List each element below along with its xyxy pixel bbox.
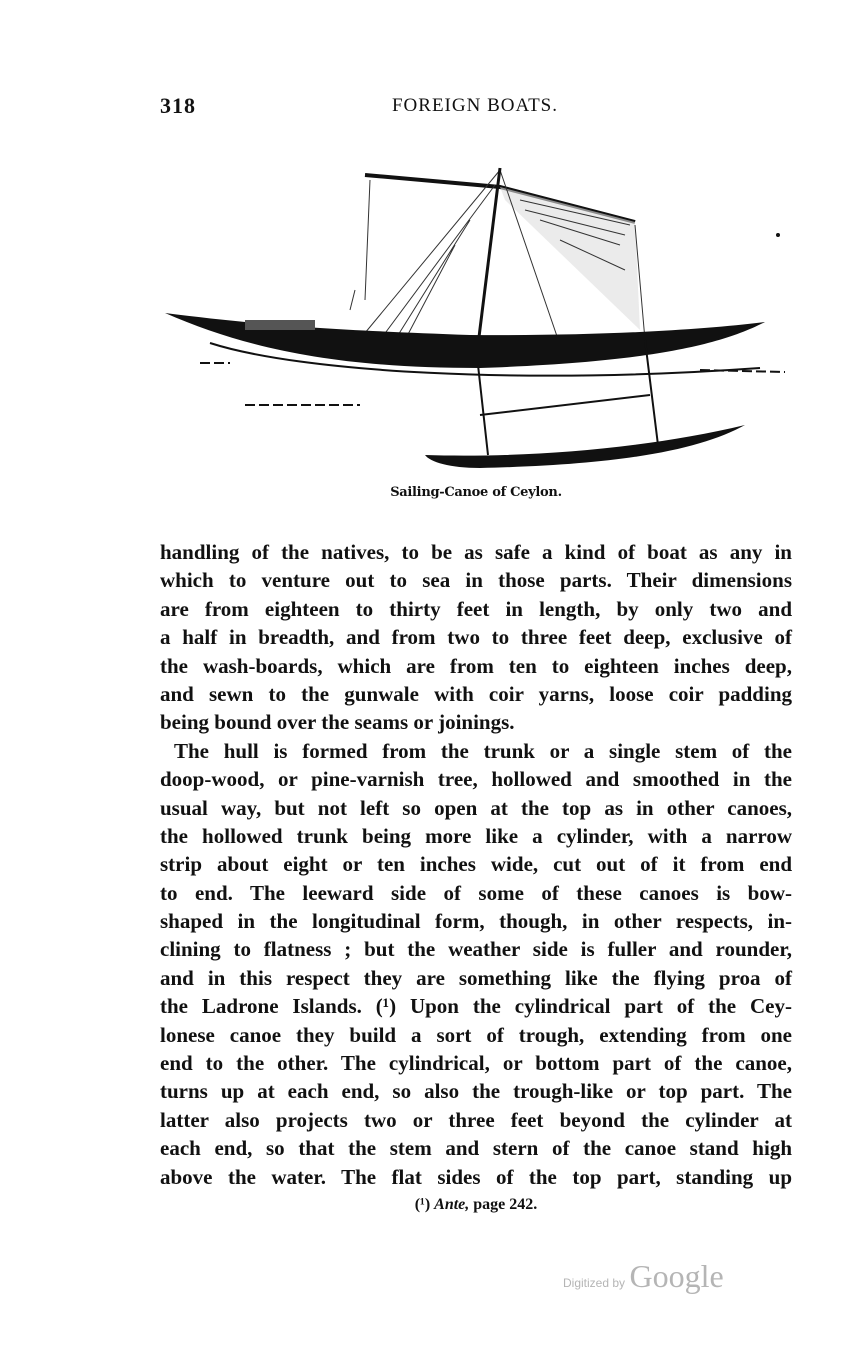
text-line: latter also projects two or three feet beyond the cylinder at xyxy=(160,1107,792,1132)
text-line: shaped in the longitudinal form, though, in other respects, in- xyxy=(160,909,792,934)
page-number: 318 xyxy=(160,93,196,118)
watermark-prefix: Digitized by xyxy=(563,1276,626,1290)
footnote xyxy=(160,1196,792,1214)
sailing-canoe-illustration xyxy=(160,160,800,480)
text-line: clining to flatness ; but the weather side is fuller and rounder, xyxy=(160,937,792,962)
text-line: and in this respect they are something like the flying proa of xyxy=(160,965,792,990)
text-line: strip about eight or ten inches wide, cut out of it from end xyxy=(160,852,792,877)
text-line: The hull is formed from the trunk or a single stem of the xyxy=(174,738,792,763)
text-line: end to the other. The cylindrical, or bottom part of the canoe, xyxy=(160,1051,792,1076)
text-line: and sewn to the gunwale with coir yarns, loose coir padding xyxy=(160,681,792,706)
text-line: above the water. The flat sides of the top part, standing up xyxy=(160,1164,792,1189)
text-line: each end, so that the stem and stern of the canoe stand high xyxy=(160,1136,792,1161)
text-line: to end. The leeward side of some of these canoes is bow- xyxy=(160,880,792,905)
running-title: FOREIGN BOATS. xyxy=(391,95,559,116)
text-line: being bound over the seams or joinings. xyxy=(160,710,515,735)
text-line: turns up at each end, so also the trough-like or top part. The xyxy=(160,1079,792,1104)
text-line: doop-wood, or pine-varnish tree, hollowed and smoothed in the xyxy=(160,767,792,792)
text-line: the wash-boards, which are from ten to eighteen inches deep, xyxy=(160,653,792,678)
text-line: a half in breadth, and from two to three feet deep, exclusive of xyxy=(160,625,792,650)
text-line: lonese canoe they build a sort of trough, extending from one xyxy=(160,1022,792,1047)
text-line: the hollowed trunk being more like a cylinder, with a narrow xyxy=(160,823,792,848)
text-line: handling of the natives, to be as safe a kind of boat as any in xyxy=(160,540,792,564)
footnote-ref-italic: Ante, xyxy=(434,1196,470,1213)
footnote-marker: (¹) xyxy=(414,1196,431,1213)
text-line: are from eighteen to thirty feet in length, by only two and xyxy=(160,596,792,621)
text-line: the Ladrone Islands. (¹) Upon the cylindrical part of the Cey- xyxy=(160,994,792,1019)
watermark-brand: Google xyxy=(629,1258,724,1294)
figure-caption: Sailing-Canoe of Ceylon. xyxy=(390,485,562,500)
text-line: usual way, but not left so open at the top as in other canoes, xyxy=(160,795,792,820)
digitized-by-google-watermark xyxy=(563,1258,724,1295)
footnote-ref: page 242. xyxy=(473,1196,538,1213)
body-text xyxy=(160,538,792,1191)
text-line: which to venture out to sea in those parts. Their dimensions xyxy=(160,568,792,593)
